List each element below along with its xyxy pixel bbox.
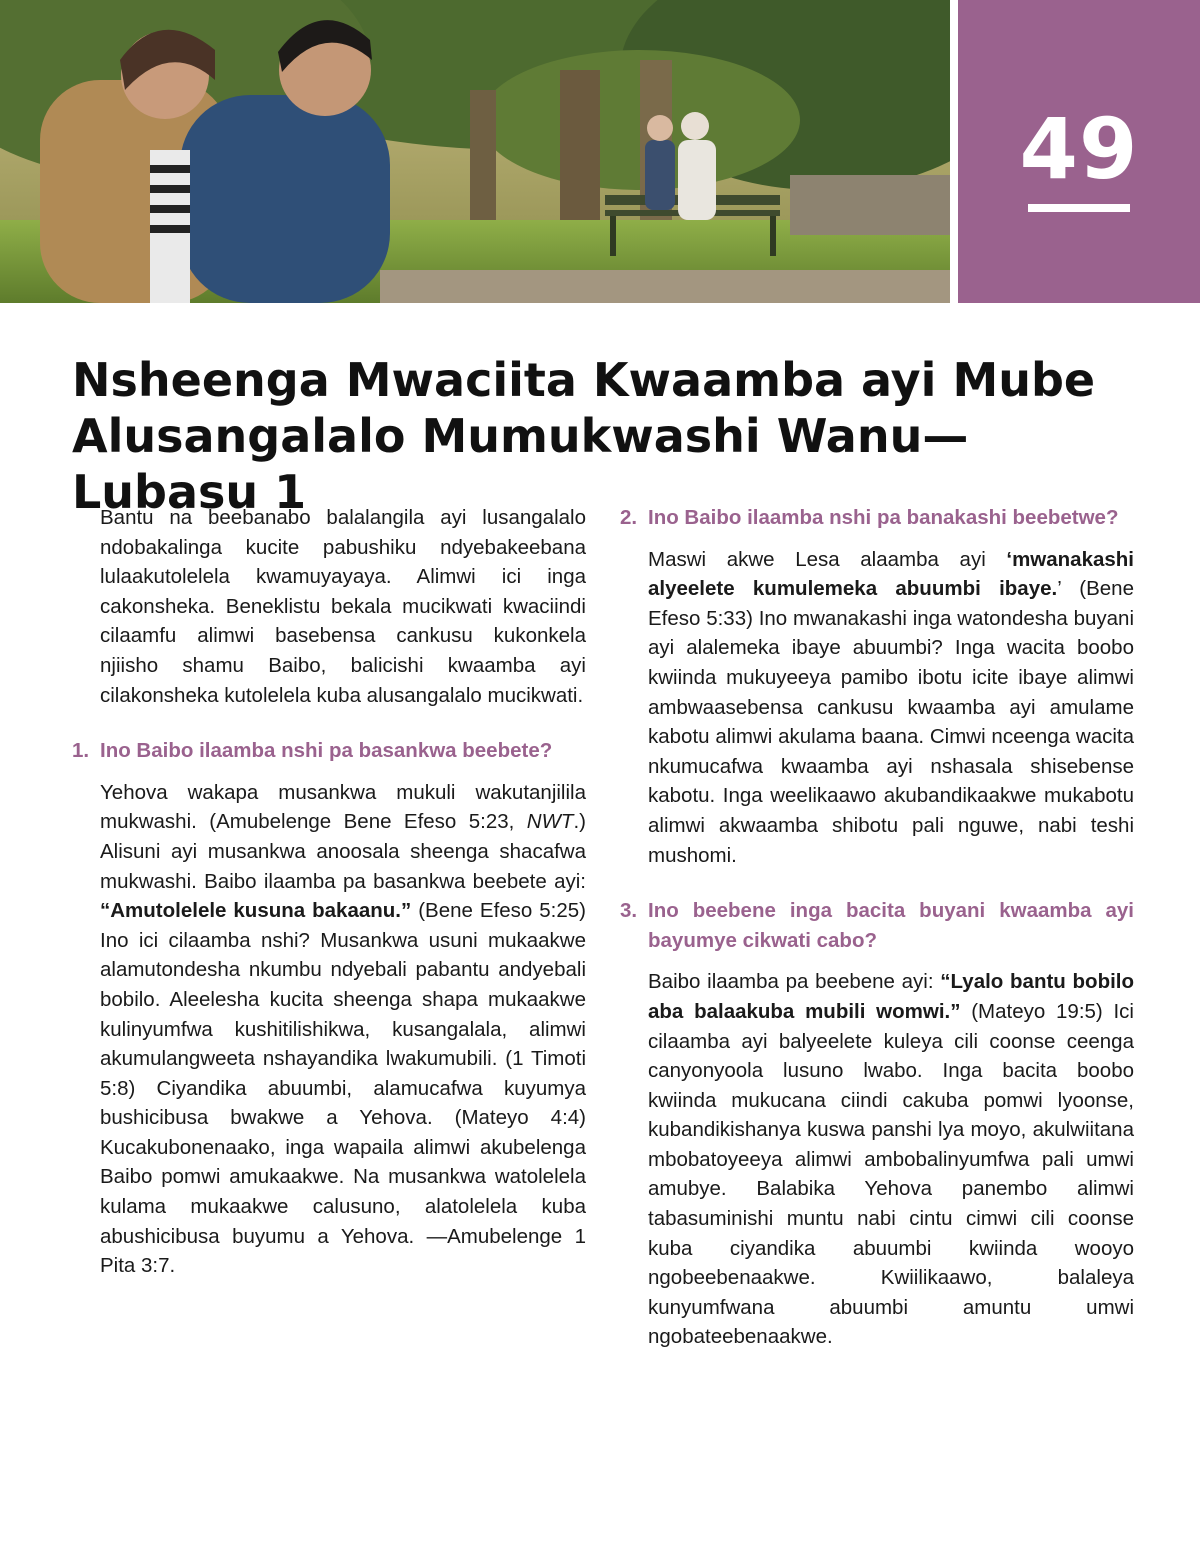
title-line-2: Alusangalalo Mumukwashi Wanu—Lubasu 1 (72, 409, 969, 519)
title-line-1: Nsheenga Mwaciita Kwaamba ayi Mube (72, 353, 1096, 407)
park-scene-illustration (0, 0, 950, 303)
lesson-number: 49 (1019, 100, 1139, 198)
page-title (72, 352, 1152, 520)
section-1-body (72, 778, 586, 1281)
lesson-number-underline (1028, 204, 1130, 212)
section-1-quote: “Amutolelele kusuna bakaanu.” (100, 899, 412, 923)
lesson-number-badge (958, 0, 1200, 303)
intro-paragraph: Bantu na beebanabo balalangila ayi lusangalalo ndobakalinga kucite pabushiku ndyebakeebana lulaakutolelela kwamuyayaya. Alimwi ici inga cakonsheka. Beneklistu bekala mucikwati kwaciindi cilaamfu alimwi basebensa cankusu kukonkela njiisho shamu Baibo, balicishi kwaamba ayi cilakonsheka kutolelela kuba alusangalalo mucikwati. (100, 506, 586, 707)
section-1-italic: NWT (526, 810, 574, 834)
section-3-question-text: Ino beebene inga bacita buyani kwaamba ayi bayumye cikwati cabo? (648, 899, 1134, 952)
left-column (72, 503, 586, 1281)
section-3-quote: “Lyalo bantu bobilo aba balaakuba mubili womwi.” (648, 970, 1135, 1023)
section-1-number: 1. (72, 739, 90, 763)
section-1-text-c: (Bene Efeso 5:25) Ino ici cilaamba nshi? Musankwa usuni mukaakwe alamutondesha nkumbu ndyebali pabantu andyebali bobilo. Aleelesha kucita sheenga shapa mukaakwe kulinyumfwa kushitilishikwa, kusangalala, alimwi akumulangweeta nshayandika lwakumubili. (1 Timoti 5:8) Ciyandika abuumbi, alamucafwa kuyumya bushicibusa bwakwe a Yehova. (Mateyo 4:4) Kucakubonenaako, inga wapaila alimwi akubelenga Baibo pomwi amukaakwe. Na musankwa watolelela kulama mukaakwe calusuno, alatolelela kuba abushicibusa buyumu a Yehova. —Amubelenge 1 Pita 3:7. (100, 899, 586, 1278)
section-2-body (620, 545, 1134, 871)
section-2-text-b: ’ (Bene Efeso 5:33) Ino mwanakashi inga watondesha buyani ayi alalemeka ibaye abuumbi? Inga wacita boobo kwiinda mukuyeeya pamibo ibotu icite ibaye alimwi ambwaasebensa cankusu kwaamba ayi amulame kabotu alimwi akulama baana. Cimwi nceenga wacita nkumucafwa kwaamba ayi nshasala shisebense kabotu. Inga weelikaawo akubandikaakwe mukabotu alimwi akwaamba shibotu pali nguwe, nabi teshi mushomi. (648, 577, 1134, 867)
section-2-question-text: Ino Baibo ilaamba nshi pa banakashi beebetwe? (648, 506, 1119, 529)
section-3-body (620, 967, 1134, 1352)
section-1-text-b: .) Alisuni ayi musankwa anoosala sheenga shacafwa mukwashi. Baibo ilaamba pa basankwa beebete ayi: (100, 810, 586, 893)
section-2-text-a: Maswi akwe Lesa alaamba ayi (648, 547, 1007, 571)
section-2-quote: ‘mwanakashi alyeelete kumulemeka abuumbi ibaye. (648, 547, 1134, 601)
section-2-question (620, 503, 1134, 533)
section-3-question (620, 896, 1134, 955)
section-2-number: 2. (620, 506, 638, 529)
section-1-question (72, 736, 586, 766)
right-column (620, 503, 1134, 1352)
section-3-text-a: Baibo ilaamba pa beebene ayi: (648, 970, 941, 994)
section-1-question-text: Ino Baibo ilaamba nshi pa basankwa beebete? (100, 739, 553, 763)
section-3-number: 3. (620, 899, 638, 923)
section-1-text-a: Yehova wakapa musankwa mukuli wakutanjilila mukwashi. (Amubelenge Bene Efeso 5:23, (100, 780, 586, 834)
section-3-text-b: (Mateyo 19:5) Ici cilaamba ayi balyeelete kuleya cili coonse ceenga canyonyoola lusuno lwabo. Inga bacita boobo kwiinda mukucana ciindi cakuba pomwi lyoonse, kubandikishanya kuswa panshi lya moyo, akulwiitana mbobatoyeeya alimwi ambobalinyumfwa pali umwi amubye. Balabika Yehova panembo alimwi tabasuminishi muntu nabi cintu cimwi cili coonse kuba ciyandika abuumbi kwiinda wooyo ngobeebenaakwe. Kwiilikaawo, balaleya kunyumfwana abuumbi amuntu umwi ngobateebenaakwe. (648, 999, 1134, 1349)
hero-photo (0, 0, 950, 303)
